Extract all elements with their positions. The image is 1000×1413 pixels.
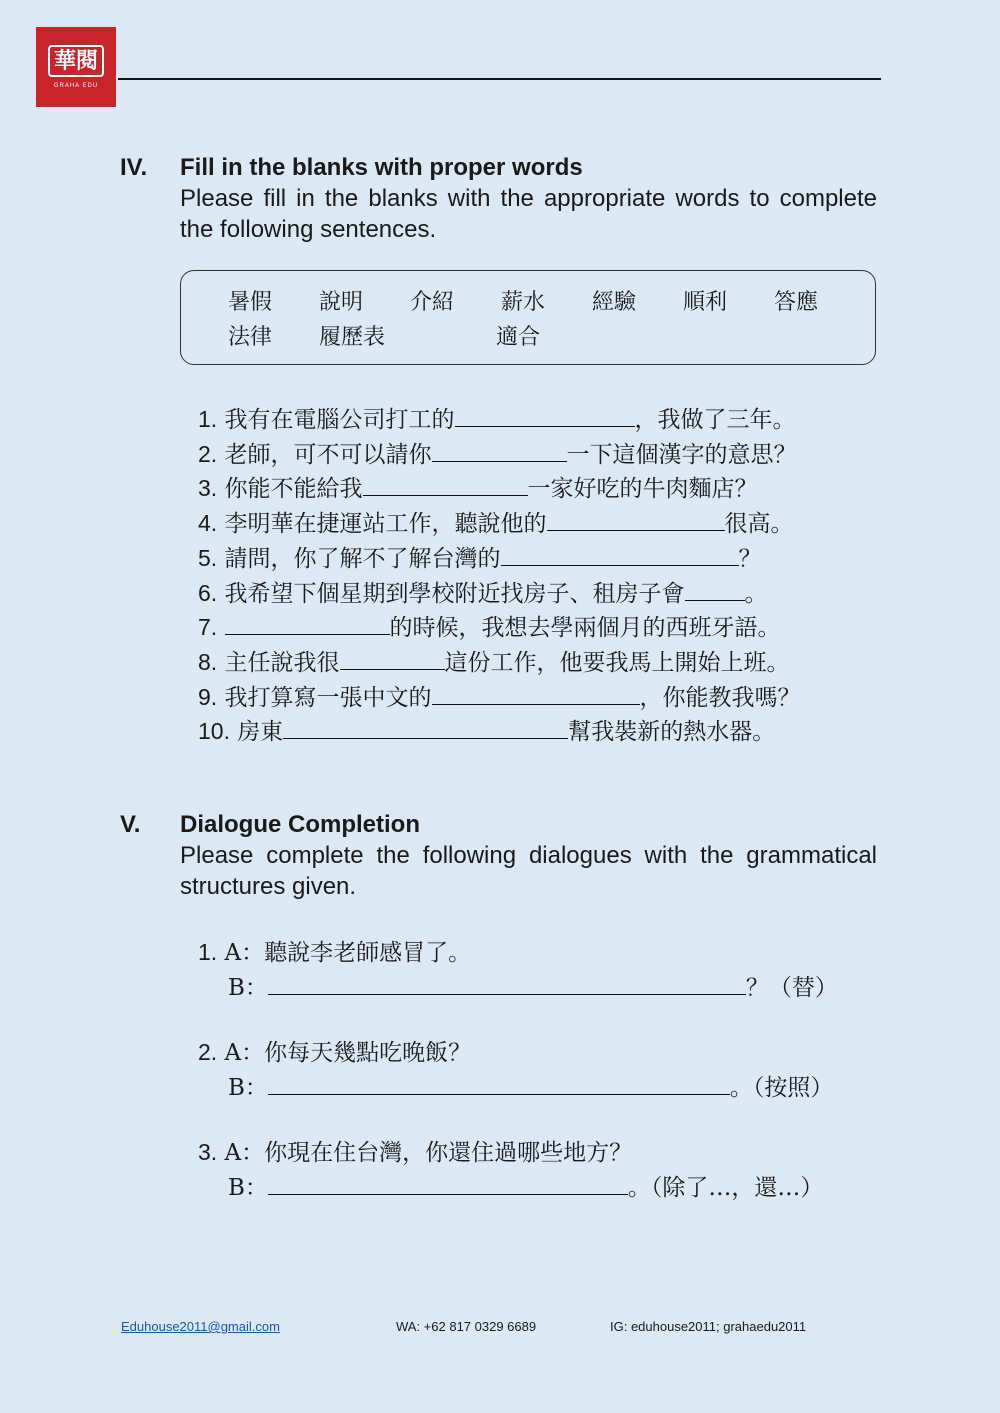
question-before: 主任說我很 [224,649,340,676]
dialogue-number: 1. [198,939,218,965]
dialogue-number: 2. [198,1039,218,1065]
question-before: 我有在電腦公司打工的 [224,407,455,433]
question-after: ，我做了三年。 [634,407,796,433]
fill-blank-question [198,609,781,642]
question-number: 4. [198,510,218,537]
question-after: ？ [738,545,762,572]
question-before: 你能不能給我 [224,476,363,503]
word-bank-item: 法律 [228,325,273,350]
question-number: 8. [198,648,218,675]
word-bank-item: 介紹 [410,290,455,315]
footer-whatsapp: WA: +62 817 0329 6689 [396,1319,537,1334]
dialogue-number: 3. [198,1139,218,1165]
dialogue-a-text: A：聽說李老師感冒了。 [224,940,472,966]
grammar-hint: 。（按照） [729,1075,834,1101]
logo-subtitle: GRAHA EDU [53,83,99,89]
question-before: 房東 [237,719,284,746]
dialogue-answer-blank[interactable] [268,1072,730,1095]
question-number: 6. [198,579,218,606]
question-before: 老師，可不可以請你 [224,441,432,468]
question-after: ，你能教我嗎？ [639,684,801,711]
word-bank-item: 說明 [319,290,364,315]
question-after: 很高。 [724,511,794,538]
word-bank-item: 暑假 [228,290,273,315]
word-bank-item: 答應 [774,290,819,315]
fill-blank-question [198,713,775,746]
footer-instagram: IG: eduhouse2011; grahaedu2011 [610,1319,807,1334]
dialogue-line-a [198,934,471,967]
fill-blank-question [198,679,801,712]
question-number: 10. [198,718,230,745]
section-4-instructions: Please fill in the blanks with the appropriate words to complete the following sentences. [180,185,877,243]
email-link[interactable]: Eduhouse2011@gmail.com [121,1319,280,1334]
dialogue-line-a [198,1134,632,1167]
answer-blank[interactable] [432,682,640,705]
dialogue-b-label: B： [228,975,268,1001]
dialogue-a-text: A：你現在住台灣，你還住過哪些地方？ [224,1140,633,1166]
footer-email[interactable] [121,1319,280,1334]
grammar-hint: ？（替） [745,975,838,1001]
dialogue-line-a [198,1034,471,1067]
fill-blank-question [198,401,796,434]
section-5-title: Dialogue Completion [180,811,420,838]
question-before: 請問，你了解不了解台灣的 [224,545,501,572]
question-before: 李明華在捷運站工作，聽說他的 [224,511,547,538]
dialogue-answer-blank[interactable] [268,1172,628,1195]
answer-blank[interactable] [501,543,739,566]
dialogue-b-label: B： [228,1075,268,1101]
dialogue-answer-blank[interactable] [268,972,746,995]
section-4-title: Fill in the blanks with proper words [180,154,583,181]
graha-edu-logo [36,27,116,107]
fill-blank-question [198,575,768,608]
fill-blank-question [198,505,794,538]
answer-blank[interactable] [363,473,528,496]
logo-glyph: 華閱 [48,45,104,77]
question-number: 7. [198,614,218,641]
section-5-number: V. [120,811,141,838]
word-bank-item: 適合 [496,325,541,350]
answer-blank[interactable] [455,404,635,427]
answer-blank[interactable] [283,716,568,739]
question-after: 這份工作，他要我馬上開始上班。 [444,649,790,676]
word-bank-item: 順利 [683,290,728,315]
section-4-number: IV. [120,154,148,181]
word-bank-item: 履歷表 [319,325,386,350]
question-after: 幫我裝新的熱水器。 [568,719,776,746]
fill-blank-question [198,644,790,677]
header-rule [118,78,881,80]
answer-blank[interactable] [340,647,445,670]
question-number: 3. [198,475,218,502]
grammar-hint: 。（除了…，還…） [627,1175,824,1201]
word-bank [180,270,876,365]
word-bank-item: 薪水 [501,290,546,315]
question-after: 的時候，我想去學兩個月的西班牙語。 [389,615,781,642]
fill-blank-question [198,470,758,503]
dialogue-line-b [228,1069,833,1102]
question-after: 一下這個漢字的意思？ [566,441,797,468]
dialogue-a-text: A：你每天幾點吃晚飯？ [224,1040,472,1066]
fill-blank-question [198,540,762,573]
answer-blank[interactable] [547,508,725,531]
question-before: 我打算寫一張中文的 [224,684,432,711]
question-number: 5. [198,544,218,571]
dialogue-line-b [228,969,838,1002]
question-after: 一家好吃的牛肉麵店？ [527,476,758,503]
dialogue-b-label: B： [228,1175,268,1201]
answer-blank[interactable] [432,439,567,462]
fill-blank-question [198,436,797,469]
question-after: 。 [744,580,768,607]
answer-blank[interactable] [225,612,390,635]
section-5-instructions: Please complete the following dialogues with the grammatical structures given. [180,842,877,900]
word-bank-item: 經驗 [592,290,637,315]
answer-blank[interactable] [685,578,745,601]
question-number: 9. [198,683,218,710]
question-number: 1. [198,406,218,432]
question-number: 2. [198,440,218,467]
dialogue-line-b [228,1169,823,1202]
question-before: 我希望下個星期到學校附近找房子、租房子會 [224,580,685,607]
